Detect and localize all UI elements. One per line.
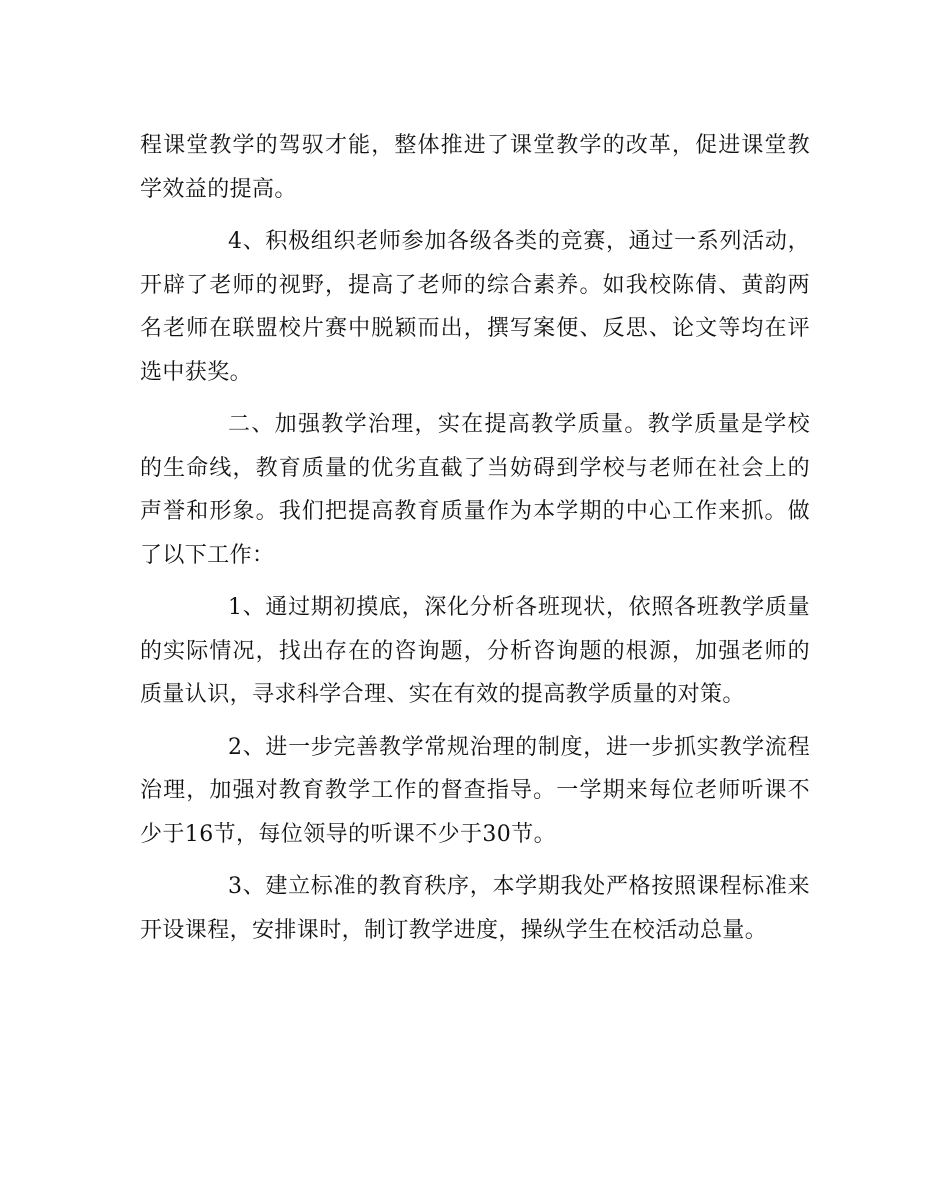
paragraph-item-4-competitions: 4、积极组织老师参加各级各类的竞赛，通过一系列活动，开辟了老师的视野，提高了老师的综合素养。如我校陈倩、黄韵两名老师在联盟校片赛中脱颖而出，撰写案便、反思、论文等均在评选中获奖。 bbox=[140, 229, 810, 385]
paragraph-section-2-teaching-management: 二、加强教学治理，实在提高教学质量。教学质量是学校的生命线，教育质量的优劣直截了当妨碍到学校与老师在社会上的声誉和形象。我们把提高教育质量作为本学期的中心工作来抓。做了以下工作： bbox=[140, 412, 810, 568]
paragraph-item-2-routine-management: 2、进一步完善教学常规治理的制度，进一步抓实教学流程治理，加强对教育教学工作的督查指导。一学期来每位老师听课不少于16节，每位领导的听课不少于30节。 bbox=[140, 734, 810, 847]
paragraph-continuation: 程课堂教学的驾驭才能，整体推进了课堂教学的改革，促进课堂教学效益的提高。 bbox=[140, 133, 810, 202]
paragraph-item-1-analysis: 1、通过期初摸底，深化分析各班现状，依照各班教学质量的实际情况，找出存在的咨询题，分析咨询题的根源，加强老师的质量认识，寻求科学合理、实在有效的提高教学质量的对策。 bbox=[140, 595, 810, 707]
document-body bbox=[140, 124, 810, 961]
paragraph-item-3-teaching-order: 3、建立标准的教育秩序，本学期我处严格按照课程标准来开设课程，安排课时，制订教学进度，操纵学生在校活动总量。 bbox=[140, 874, 810, 943]
